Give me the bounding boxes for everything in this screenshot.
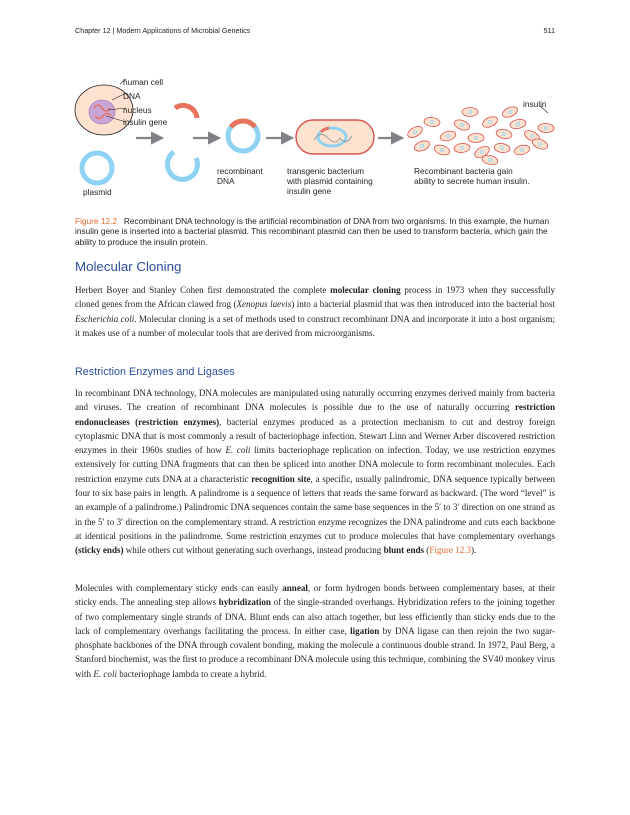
bacterium-icon [413, 139, 431, 153]
paragraph: Herbert Boyer and Stanley Cohen first demonstrated the complete molecular cloning process in 1973 when they successfully cloned genes from the African clawed frog (Xenopus laevis) into a bacterial plasmid that was then introduced into the bacterial host Escherichia coli. Molecular cloning is a set of methods used to construct recombinant DNA and incorporate it into a host organism; it makes use of a number of molecular tools that are derived from microorganisms. [75, 285, 555, 338]
transgenic-bacterium-icon [296, 120, 374, 154]
paragraph: Molecules with complementary sticky ends can easily anneal, or form hydrogen bonds between complementary bases, at their sticky ends. The annealing step allows hybridization of the single-stranded overhangs. Hybridization refers to the joining together of two complementary single strands of DNA. Blunt ends can also attach together, but less efficiently than sticky ends due to the lack of complementary overhangs facilitating the process. In either case, ligation by DNA ligase can then rejoin the two sugar-phosphate backbones of the DNA through covalent bonding, making the molecule a continuous double strand. In 1972, Paul Berg, a Stanford biochemist, was the first to produce a recombinant DNA molecule using this technique, combining the SV40 monkey virus with E. coli bacteriophage lambda to create a hybrid. [75, 583, 555, 679]
section-heading: Molecular Cloning [75, 259, 182, 274]
bacterium-icon [454, 143, 471, 154]
label-human-cell: human cell [123, 77, 164, 87]
bacterium-icon [495, 128, 513, 140]
figure-caption [75, 216, 555, 247]
subsection-heading: Restriction Enzymes and Ligases [75, 366, 235, 378]
label-transgenic-bacterium: transgenic bacterium with plasmid containing insulin gene [287, 166, 373, 197]
bacterium-icon [513, 144, 531, 157]
label-insulin-gene: insulin gene [123, 117, 168, 127]
bacterium-icon [439, 129, 457, 142]
label-insulin: insulin [523, 99, 547, 109]
chapter-title: Chapter 12 | Modern Applications of Microbial Genetics [75, 26, 251, 35]
plasmid-icon [82, 153, 112, 183]
bacteria-colony-icon [406, 105, 554, 167]
insulin-gene-fragment-icon [175, 105, 197, 118]
bacterium-icon [406, 124, 424, 140]
cut-plasmid-icon [167, 152, 197, 179]
bacterium-icon [538, 123, 554, 133]
label-recombinant-dna: recombinant DNA [217, 166, 263, 187]
bacterium-icon [509, 118, 526, 130]
figure-link[interactable]: Figure 12.3 [429, 545, 472, 556]
paragraph: In recombinant DNA technology, DNA molecules are manipulated using naturally occurring enzymes derived mainly from bacteria and viruses. The creation of recombinant DNA molecules is possible due to the use of naturally occurring restriction endonucleases (restriction enzymes), bacterial enzymes produced as a protection mechanism to cut and destroy foreign cytoplasmic DNA that is most commonly a result of bacteriophage infection. Stewart Linn and Werner Arber discovered restriction enzymes in their 1960s studies of how E. coli limits bacteriophage replication on infection. Today, we use restriction enzymes extensively for cutting DNA fragments that can then be spliced into another DNA molecule to form recombinant molecules. Each restriction enzyme cuts DNA at a characteristic recognition site, a specific, usually palindromic, DNA sequence typically between four to six base pairs in length. A palindrome is a sequence of letters that reads the same forward as backward. (The word “level” is an example of a palindrome.) Palindromic DNA sequences contain the same base sequences in the 5′ to 3′ direction on one strand as in the 5′ to 3′ direction on the complementary strand. A restriction enzyme recognizes the DNA palindrome and cuts each backbone at identical positions in the palindrome. Some restriction enzymes cut to produce molecules that have complementary overhangs (sticky ends) while others cut without generating such overhangs, instead producing blunt ends (Figure 12.3). [75, 388, 555, 556]
bacterium-icon [501, 105, 519, 120]
label-secrete-insulin: Recombinant bacteria gain ability to secrete human insulin. [414, 166, 530, 187]
bacterium-icon [481, 115, 499, 130]
bacterium-icon [453, 118, 471, 132]
label-dna: DNA [123, 91, 141, 101]
bacterium-icon [433, 143, 451, 156]
bacterium-icon [424, 117, 441, 128]
figure-number: Figure 12.2 [75, 216, 117, 226]
page-number: 511 [543, 26, 555, 35]
figure-12-2 [70, 70, 560, 205]
label-nucleus: nucleus [123, 105, 152, 115]
recombinant-plasmid-icon [228, 121, 258, 151]
label-plasmid: plasmid [83, 187, 112, 197]
bacterium-icon [468, 133, 484, 143]
running-header [75, 26, 555, 38]
figure-caption-text: Recombinant DNA technology is the artificial recombination of DNA from two organisms. In this example, the human insulin gene is inserted into a bacterial plasmid. This recombinant plasmid can then be used to transform bacteria, which gain the ability to produce the insulin protein. [75, 216, 550, 247]
bacterium-icon [493, 142, 510, 153]
bacterium-icon [462, 107, 478, 116]
